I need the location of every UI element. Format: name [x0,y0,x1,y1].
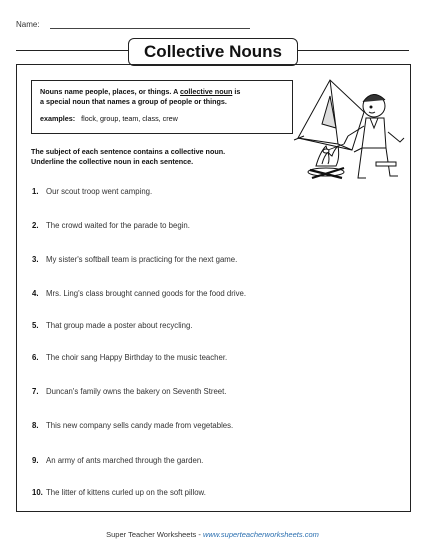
footer-separator: - [196,530,203,539]
sentence-item [32,321,193,330]
sentence-number: 2. [32,221,39,230]
definition-text [40,87,284,107]
page-title-text: Collective Nouns [144,42,282,61]
sentence-number: 3. [32,255,39,264]
sentence-text[interactable]: Duncan's family owns the bakery on Seventh Street. [46,387,227,396]
definition-line1-post: is [232,87,241,96]
instructions-line2: Underline the collective noun in each sentence. [31,157,194,166]
name-label: Name: [16,20,40,29]
sentence-text[interactable]: The litter of kittens curled up on the soft pillow. [46,488,206,497]
name-row [16,20,40,29]
sentence-item [32,456,203,465]
sentence-text[interactable]: An army of ants marched through the garden. [46,456,204,465]
footer-url[interactable]: www.superteacherworksheets.com [202,530,319,539]
sentence-text[interactable]: My sister's softball team is practicing for the next game. [46,255,238,264]
sentence-text[interactable]: Mrs. Ling's class brought canned goods for the food drive. [46,289,246,298]
sentence-number: 5. [32,321,39,330]
sentence-item [32,353,227,362]
sentence-item [32,488,206,497]
sentence-number: 10. [32,488,43,497]
examples-list: flock, group, team, class, crew [81,114,178,123]
page-title [128,38,298,66]
sentence-item [32,187,152,196]
sentence-number: 4. [32,289,39,298]
examples-row [40,114,284,124]
sentence-item [32,421,233,430]
definition-line1-pre: Nouns name people, places, or things. A [40,87,181,96]
definition-term: collective noun [180,87,233,96]
sentence-text[interactable]: That group made a poster about recycling. [46,321,193,330]
footer-brand: Super Teacher Worksheets [106,530,197,539]
instructions [31,147,301,167]
examples-label: examples: [40,114,76,123]
sentence-text[interactable]: This new company sells candy made from vegetables. [46,421,234,430]
sentence-item [32,221,190,230]
sentence-number: 6. [32,353,39,362]
sentence-text[interactable]: Our scout troop went camping. [46,187,153,196]
sentence-item [32,289,246,298]
sentence-number: 7. [32,387,39,396]
instructions-line1: The subject of each sentence contains a collective noun. [31,147,226,156]
definition-box [31,80,293,134]
name-line[interactable] [50,28,250,29]
camping-scout-illustration [292,66,410,196]
sentence-number: 9. [32,456,39,465]
tent-icon [294,80,364,152]
sentence-number: 1. [32,187,39,196]
footer [0,530,425,539]
sentence-text[interactable]: The choir sang Happy Birthday to the music teacher. [46,353,228,362]
sentence-number: 8. [32,421,39,430]
sentence-text[interactable]: The crowd waited for the parade to begin. [46,221,190,230]
sentence-item [32,255,237,264]
definition-line2: a special noun that names a group of people or things. [40,97,227,106]
sentence-item [32,387,226,396]
